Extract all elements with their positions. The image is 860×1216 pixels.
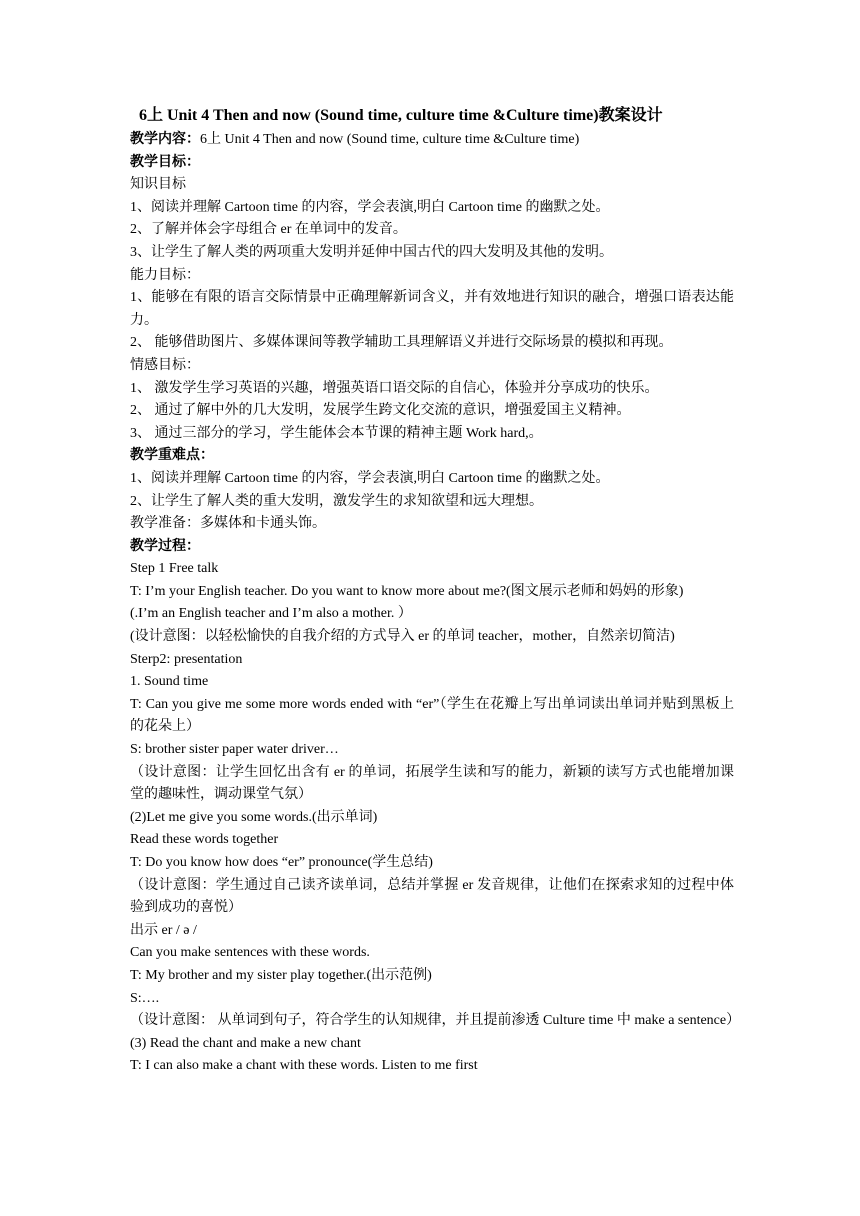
- text-line: （设计意图：让学生回忆出含有 er 的单词，拓展学生读和写的能力，新颖的读写方式也能增加课堂的趣味性，调动课堂气氛）: [130, 764, 734, 803]
- text-line: (2)Let me give you some words.(出示单词): [130, 809, 378, 825]
- text-line: 1、能够在有限的语言交际情景中正确理解新词含义，并有效地进行知识的融合，增强口语表达能力。: [130, 290, 734, 328]
- text-line: S: brother sister paper water driver…: [130, 742, 339, 758]
- text-line: T: My brother and my sister play together.(出示范例): [130, 967, 432, 983]
- text-line: 3、 通过三部分的学习，学生能体会本节课的精神主题 Work hard,。: [130, 425, 543, 441]
- text-line: 1. Sound time: [130, 674, 209, 690]
- text-line: [130, 129, 734, 152]
- text-line: 2、让学生了解人类的重大发明，激发学生的求知欲望和远大理想。: [130, 493, 543, 509]
- text-line: 教学重难点：: [130, 448, 214, 464]
- text-line: (.I’m an English teacher and I’m also a mother. ）: [130, 606, 412, 622]
- text-line: 教学过程：: [130, 538, 200, 554]
- text-line: Can you make sentences with these words.: [130, 945, 370, 961]
- text-line: S:….: [130, 990, 160, 1006]
- document-title: 6上 Unit 4 Then and now (Sound time, culture time &Culture time)教案设计: [139, 107, 663, 124]
- text-line: (3) Read the chant and make a new chant: [130, 1035, 361, 1051]
- text-line: 出示 er / ə /: [130, 922, 197, 938]
- text-line: 2、了解并体会字母组合 er 在单词中的发音。: [130, 222, 407, 238]
- text-line: 能力目标：: [130, 267, 200, 283]
- text-line: （设计意图： 从单词到句子，符合学生的认知规律，并且提前渗透 Culture time 中 make a sentence）: [130, 1013, 741, 1029]
- text-line: Sterp2: presentation: [130, 651, 243, 667]
- text-line-label: 教学内容：: [130, 132, 200, 147]
- document-body: [130, 129, 741, 1078]
- text-line: T: I’m your English teacher. Do you want to know more about me?(图文展示老师和妈妈的形象): [130, 583, 684, 599]
- text-line: Read these words together: [130, 832, 279, 848]
- text-line: 3、让学生了解人类的两项重大发明并延伸中国古代的四大发明及其他的发明。: [130, 244, 613, 260]
- text-line: 知识目标: [130, 177, 186, 193]
- text-line: 教学目标：: [130, 154, 200, 170]
- text-line-content: 6上 Unit 4 Then and now (Sound time, culture time &Culture time): [200, 132, 580, 147]
- text-line: T: Do you know how does “er” pronounce(学生总结): [130, 855, 433, 870]
- text-line: 1、阅读并理解 Cartoon time 的内容，学会表演,明白 Cartoon time 的幽默之处。: [130, 470, 610, 486]
- text-line: T: I can also make a chant with these words. Listen to me first: [130, 1058, 478, 1074]
- text-line: （设计意图：学生通过自己读齐读单词，总结并掌握 er 发音规律，让他们在探索求知的过程中体验到成功的喜悦）: [130, 877, 734, 916]
- text-line: 情感目标：: [130, 357, 200, 373]
- text-line: T: Can you give me some more words ended with “er”（学生在花瓣上写出单词读出单词并贴到黑板上的花朵上）: [130, 696, 734, 735]
- text-line: 教学准备：多媒体和卡通头饰。: [130, 516, 326, 532]
- text-line: 1、阅读并理解 Cartoon time 的内容，学会表演,明白 Cartoon time 的幽默之处。: [130, 199, 610, 215]
- text-line: 2、 能够借助图片、多媒体课间等教学辅助工具理解语义并进行交际场景的模拟和再现。: [130, 335, 673, 351]
- text-line: Step 1 Free talk: [130, 561, 219, 577]
- text-line: 1、 激发学生学习英语的兴趣，增强英语口语交际的自信心，体验并分享成功的快乐。: [130, 380, 659, 396]
- text-line: 2、 通过了解中外的几大发明，发展学生跨文化交流的意识，增强爱国主义精神。: [130, 403, 631, 419]
- document-page: [130, 104, 741, 1078]
- text-line: (设计意图：以轻松愉快的自我介绍的方式导入 er 的单词 teacher，mother，自然亲切简洁): [130, 629, 675, 645]
